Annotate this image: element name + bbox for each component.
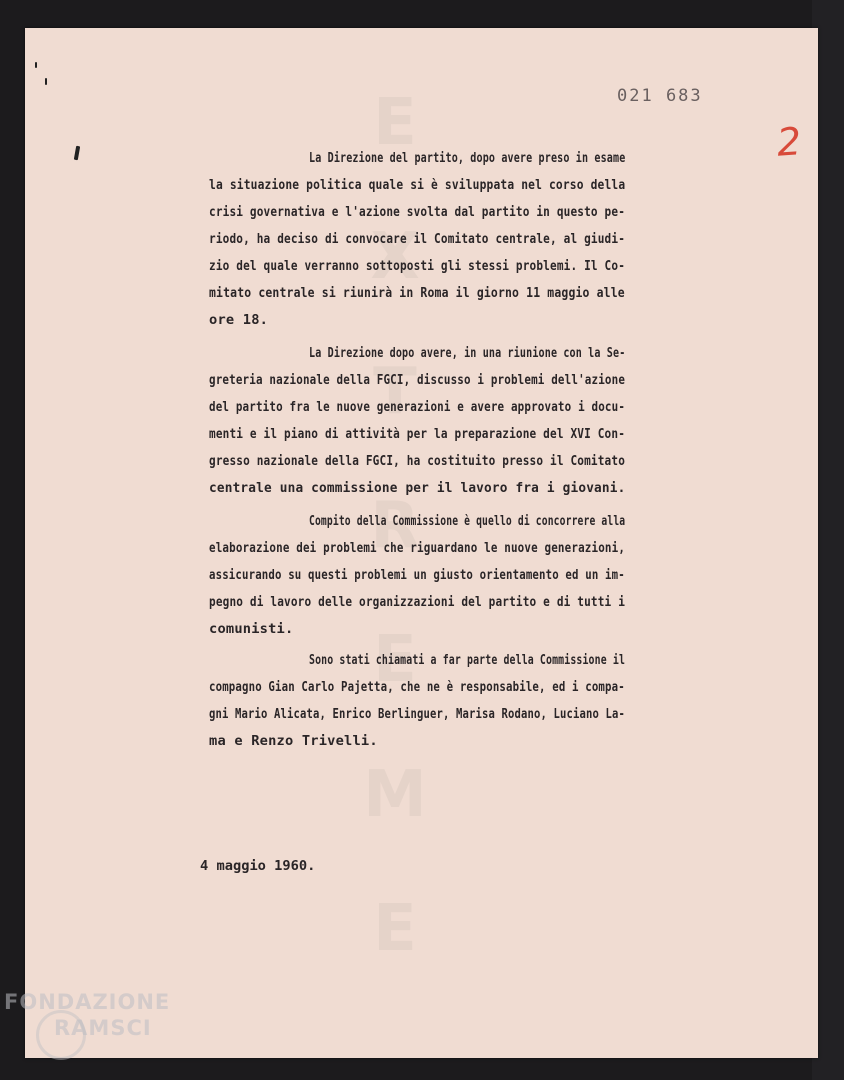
text-line: greteria nazionale della FGCI, discusso i problemi dell'azione xyxy=(209,372,626,388)
text-line: la situazione politica quale si è sviluppata nel corso della xyxy=(209,177,626,193)
text-line: La Direzione del partito, dopo avere preso in esame xyxy=(309,150,626,166)
text-line: crisi governativa e l'azione svolta dal partito in questo pe- xyxy=(209,204,626,220)
logo-line-2: RAMSCI xyxy=(54,1016,152,1040)
extreme-watermark: E X T R E M E xyxy=(363,86,427,966)
text-line: compagno Gian Carlo Pajetta, che ne è responsabile, ed i compa- xyxy=(209,679,625,695)
text-line: menti e il piano di attività per la preparazione del XVI Con- xyxy=(209,426,626,442)
document-date: 4 maggio 1960. xyxy=(200,858,316,874)
text-line: assicurando su questi problemi un giusto orientamento ed un im- xyxy=(209,567,625,583)
text-line: Sono stati chiamati a far parte della Commissione il xyxy=(309,652,626,668)
text-line: ore 18. xyxy=(209,312,269,328)
logo-line-1: FONDAZIONE xyxy=(4,990,171,1014)
text-line: pegno di lavoro delle organizzazioni del partito e di tutti i xyxy=(209,594,626,610)
text-line: ma e Renzo Trivelli. xyxy=(209,733,378,749)
text-line: La Direzione dopo avere, in una riunione con la Se- xyxy=(309,345,626,361)
text-line: elaborazione dei problemi che riguardano le nuove generazioni, xyxy=(209,540,626,556)
document-page xyxy=(25,28,818,1058)
fondazione-gramsci-logo xyxy=(4,990,214,1070)
text-line: del partito fra le nuove generazioni e avere approvato i docu- xyxy=(209,399,626,415)
punch-mark xyxy=(35,62,37,68)
punch-mark xyxy=(74,146,80,160)
text-line: Compito della Commissione è quello di concorrere alla xyxy=(309,513,626,529)
page-number-handwritten: 2 xyxy=(775,119,803,165)
text-line: gresso nazionale della FGCI, ha costituito presso il Comitato xyxy=(209,453,626,469)
text-line: centrale una commissione per il lavoro fra i giovani. xyxy=(209,480,626,496)
text-line: mitato centrale si riunirà in Roma il giorno 11 maggio alle xyxy=(209,285,625,301)
punch-mark xyxy=(45,78,47,85)
text-line: gni Mario Alicata, Enrico Berlinguer, Marisa Rodano, Luciano La- xyxy=(209,706,625,722)
text-line: riodo, ha deciso di convocare il Comitato centrale, al giudi- xyxy=(209,231,626,247)
archive-number: 021 683 xyxy=(617,86,703,106)
text-line: zio del quale verranno sottoposti gli stessi problemi. Il Co- xyxy=(209,258,626,274)
text-line: comunisti. xyxy=(209,621,294,637)
